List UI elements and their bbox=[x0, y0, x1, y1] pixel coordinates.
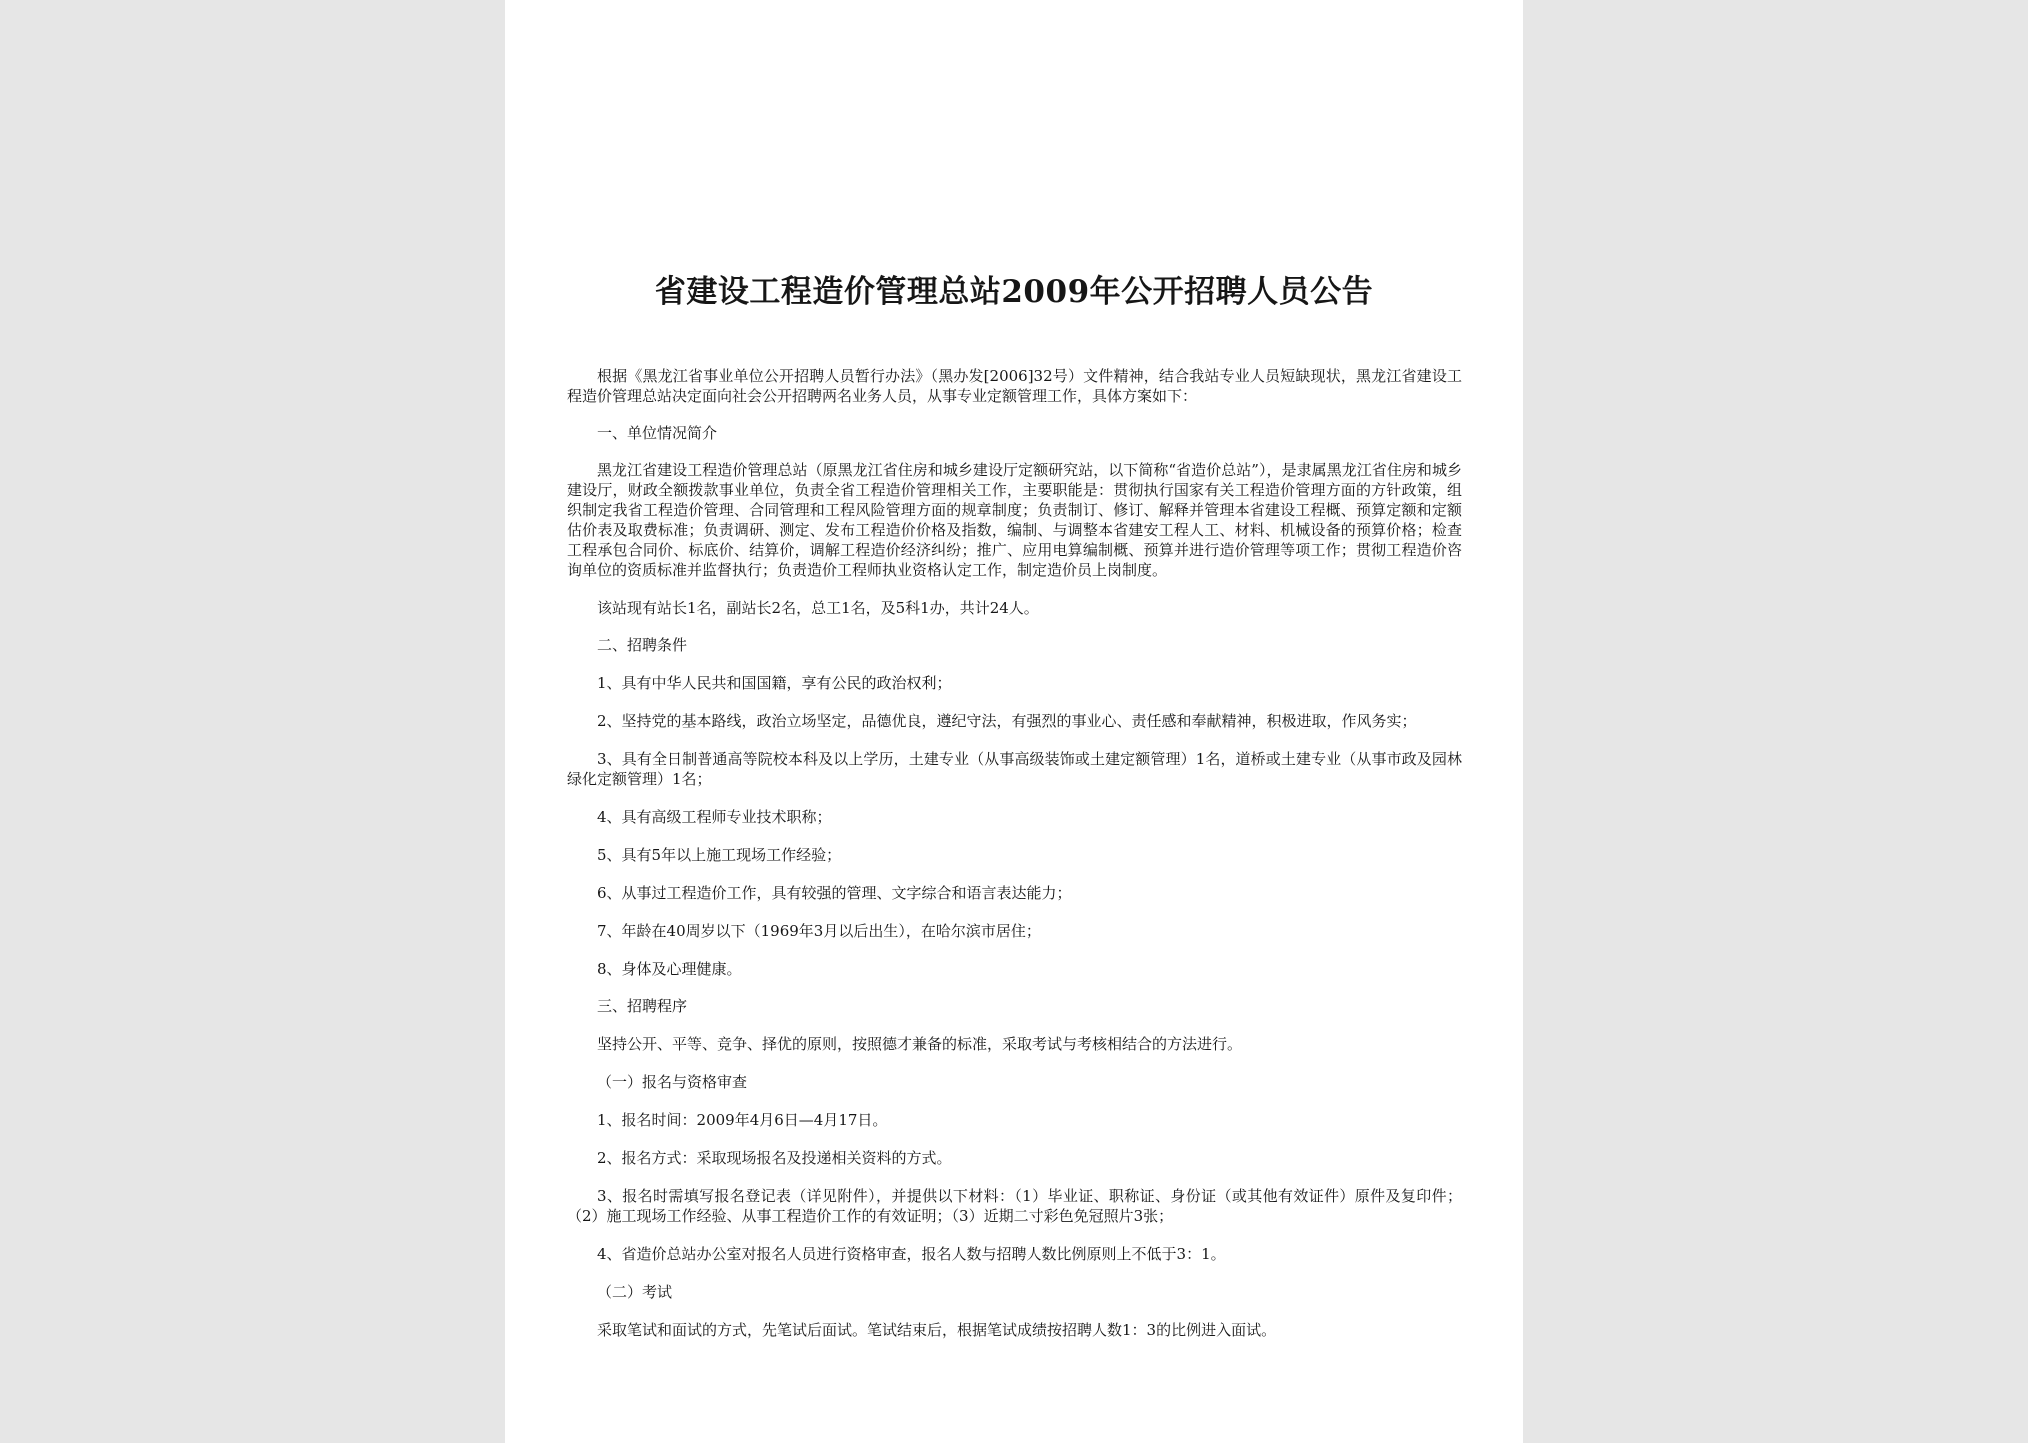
condition-item: 1、具有中华人民共和国国籍，享有公民的政治权利； bbox=[597, 674, 952, 692]
condition-item: 2、坚持党的基本路线，政治立场坚定，品德优良，遵纪守法，有强烈的事业心、责任感和奉献精神，积极进取，作风务实； bbox=[597, 712, 1417, 730]
condition-item: 3、具有全日制普通高等院校本科及以上学历，土建专业（从事高级装饰或土建定额管理）1名，道桥或土建专业（从事市政及园林绿化定额管理）1名； bbox=[567, 750, 1462, 788]
section-heading-3: 三、招聘程序 bbox=[597, 997, 688, 1015]
document-page bbox=[505, 0, 1523, 1443]
document-body bbox=[567, 366, 1462, 1340]
intro-paragraph: 根据《黑龙江省事业单位公开招聘人员暂行办法》（黑办发[2006]32号）文件精神，结合我站专业人员短缺现状，黑龙江省建设工程造价管理总站决定面向社会公开招聘两名业务人员，从事专业定额管理工作，具体方案如下： bbox=[567, 367, 1462, 405]
condition-item: 7、年龄在40周岁以下（1969年3月以后出生），在哈尔滨市居住； bbox=[597, 922, 1041, 940]
section-heading-1: 一、单位情况简介 bbox=[597, 424, 718, 442]
registration-item: 1、报名时间：2009年4月6日—4月17日。 bbox=[597, 1111, 888, 1129]
registration-item: 3、报名时需填写报名登记表（详见附件），并提供以下材料：（1）毕业证、职称证、身份证（或其他有效证件）原件及复印件；（2）施工现场工作经验、从事工程造价工作的有效证明；（3）近期二寸彩色免冠照片3张； bbox=[567, 1187, 1462, 1225]
section-heading-2: 二、招聘条件 bbox=[597, 636, 688, 654]
document-title: 省建设工程造价管理总站2009年公开招聘人员公告 bbox=[654, 274, 1374, 310]
condition-item: 5、具有5年以上施工现场工作经验； bbox=[597, 846, 842, 864]
condition-item: 6、从事过工程造价工作，具有较强的管理、文字综合和语言表达能力； bbox=[597, 884, 1072, 902]
condition-item: 8、身体及心理健康。 bbox=[597, 960, 742, 978]
procedure-paragraph: 坚持公开、平等、竞争、择优的原则，按照德才兼备的标准，采取考试与考核相结合的方法进行。 bbox=[597, 1035, 1243, 1053]
subsection-heading-1: （一）报名与资格审查 bbox=[597, 1073, 748, 1091]
unit-intro-paragraph: 黑龙江省建设工程造价管理总站（原黑龙江省住房和城乡建设厅定额研究站，以下简称“省造价总站”），是隶属黑龙江省住房和城乡建设厅，财政全额拨款事业单位，负责全省工程造价管理相关工作，主要职能是：贯彻执行国家有关工程造价管理方面的方针政策，组织制定我省工程造价管理、合同管理和工程风险管理方面的规章制度；负责制订、修订、解释并管理本省建设工程概、预算定额和定额估价表及取费标准；负责调研、测定、发布工程造价价格及指数，编制、与调整本省建安工程人工、材料、机械设备的预算价格；检查工程承包合同价、标底价、结算价，调解工程造价经济纠纷；推广、应用电算编制概、预算并进行造价管理等项工作；贯彻工程造价咨询单位的资质标准并监督执行；负责造价工程师执业资格认定工作，制定造价员上岗制度。 bbox=[567, 461, 1462, 579]
subsection-heading-2: （二）考试 bbox=[597, 1283, 673, 1301]
exam-paragraph: 采取笔试和面试的方式，先笔试后面试。笔试结束后，根据笔试成绩按招聘人数1：3的比例进入面试。 bbox=[597, 1321, 1277, 1339]
registration-item: 4、省造价总站办公室对报名人员进行资格审查，报名人数与招聘人数比例原则上不低于3：1。 bbox=[597, 1245, 1226, 1263]
staff-paragraph: 该站现有站长1名，副站长2名，总工1名，及5科1办，共计24人。 bbox=[597, 599, 1039, 617]
registration-item: 2、报名方式：采取现场报名及投递相关资料的方式。 bbox=[597, 1149, 952, 1167]
condition-item: 4、具有高级工程师专业技术职称； bbox=[597, 808, 832, 826]
